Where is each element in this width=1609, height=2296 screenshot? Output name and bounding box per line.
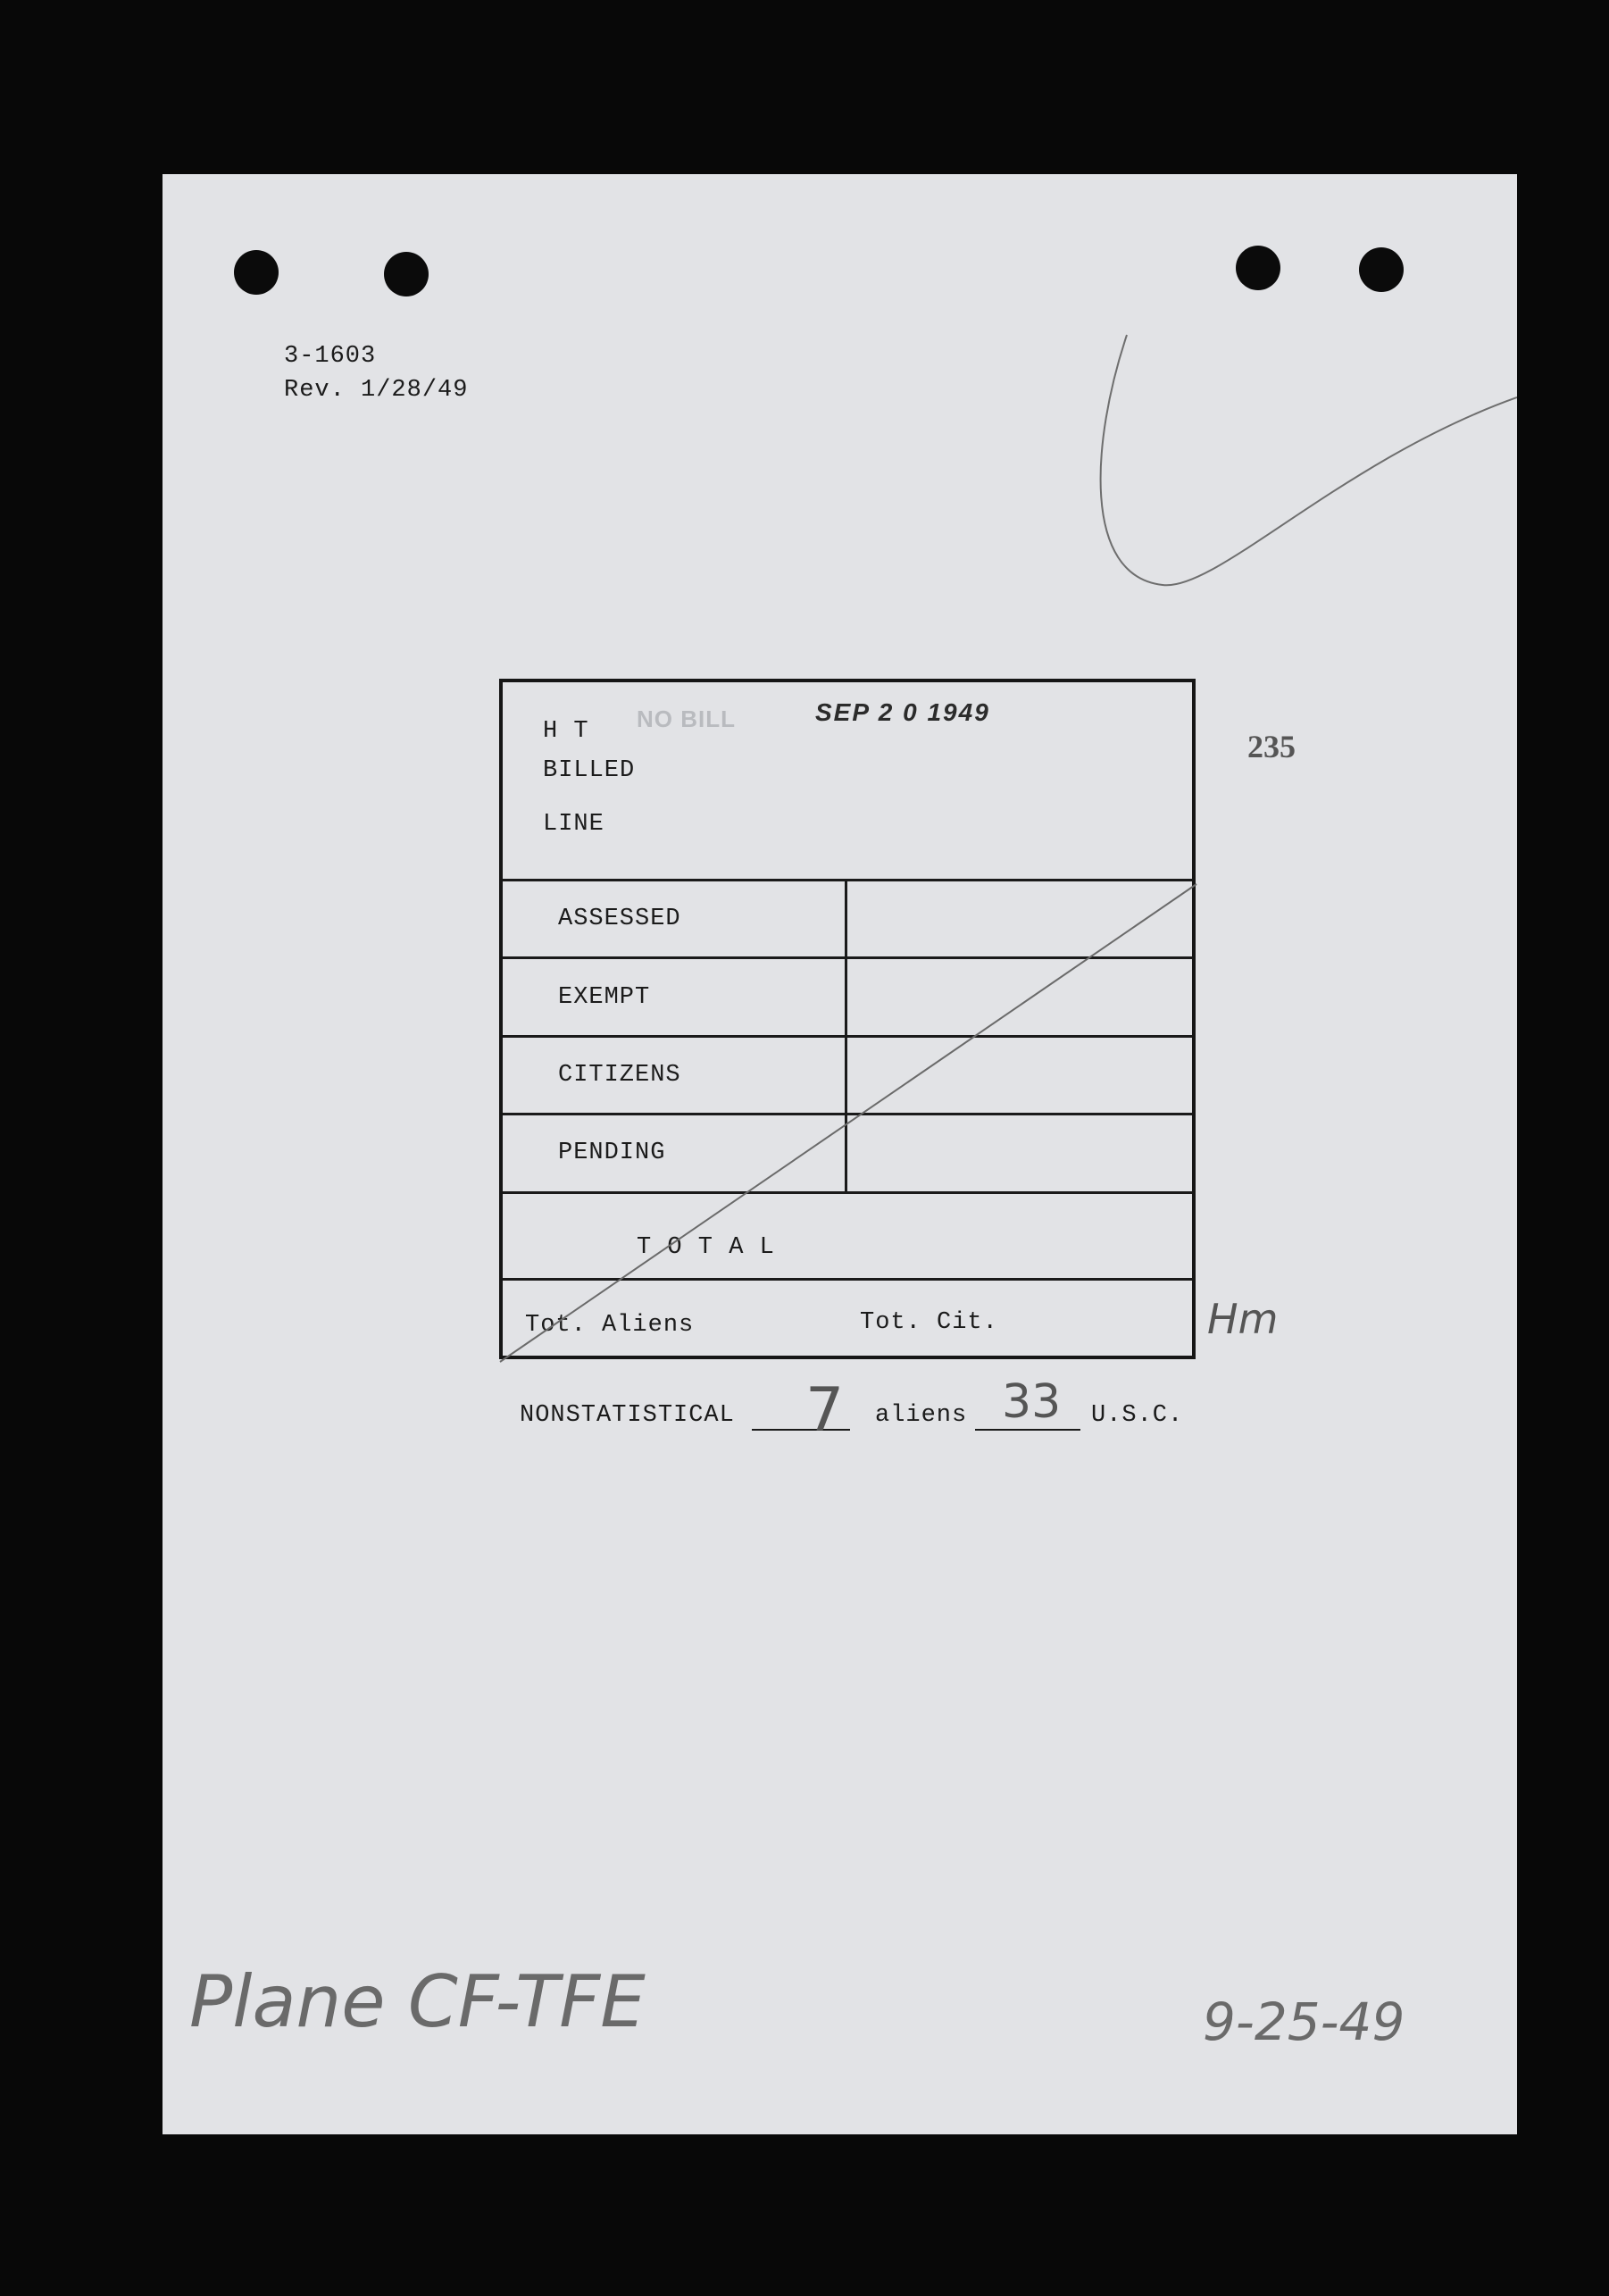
page-number: 235 <box>1247 729 1296 764</box>
row-exempt-label: EXEMPT <box>558 984 651 1011</box>
initials-handwritten: Hm <box>1207 1295 1279 1343</box>
form-revision: Rev. 1/28/49 <box>284 377 469 404</box>
aliens-count-handwritten: 7 <box>805 1375 845 1446</box>
aliens-label: aliens <box>875 1402 968 1429</box>
usc-count-handwritten: 33 <box>1002 1375 1062 1429</box>
pencil-strike-line <box>500 884 1196 1362</box>
tot-aliens-label: Tot. Aliens <box>525 1312 695 1339</box>
pencil-check-mark <box>1101 335 1517 585</box>
row-assessed-label: ASSESSED <box>558 906 681 932</box>
tot-cit-label: Tot. Cit. <box>860 1309 998 1336</box>
row-pending-label: PENDING <box>558 1140 666 1166</box>
plane-note-handwritten: Plane CF-TFE <box>189 1960 646 2043</box>
row-citizens-label: CITIZENS <box>558 1062 681 1089</box>
no-bill-stamp: NO BILL <box>637 705 736 732</box>
total-label: T O T A L <box>637 1234 775 1261</box>
form-code: 3-1603 <box>284 343 377 370</box>
document-page <box>163 174 1517 2134</box>
date-stamp: SEP 2 0 1949 <box>815 698 990 726</box>
usc-label: U.S.C. <box>1091 1402 1184 1429</box>
date-note-handwritten: 9-25-49 <box>1203 1991 1405 2052</box>
header-line-line: LINE <box>543 811 604 838</box>
pencil-marks <box>163 174 1517 2134</box>
nonstatistical-label: NONSTATISTICAL <box>520 1402 735 1429</box>
header-line-billed: BILLED <box>543 757 636 784</box>
header-line-ht: H T <box>543 718 589 745</box>
